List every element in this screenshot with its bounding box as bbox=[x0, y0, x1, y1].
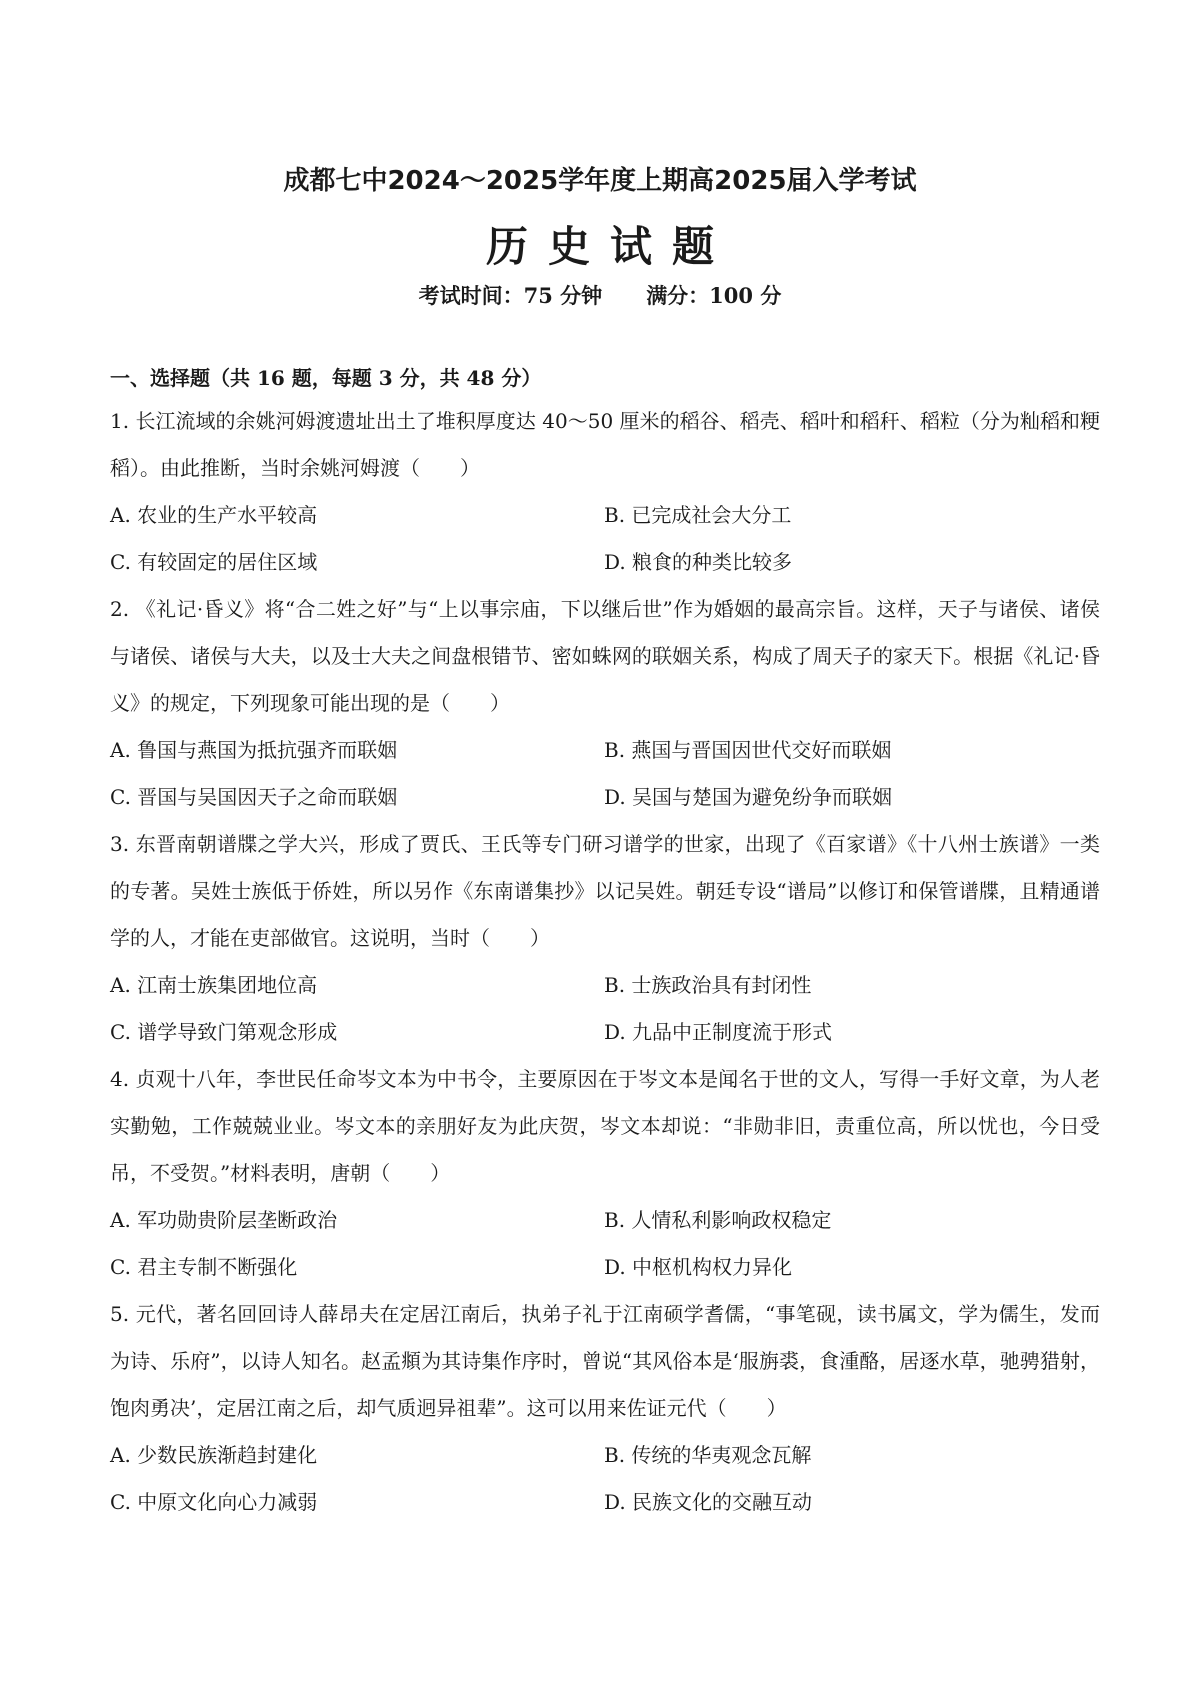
exam-time: 考试时间：75 分钟 bbox=[418, 283, 603, 308]
question-content bbox=[110, 358, 1100, 1526]
option-grid bbox=[110, 962, 1100, 1056]
page-title: 历史试题 bbox=[485, 222, 734, 271]
option-d: D. 九品中正制度流于形式 bbox=[604, 1020, 833, 1044]
option-grid bbox=[110, 1432, 1100, 1526]
question-stem: 4. 贞观十八年，李世民任命岑文本为中书令，主要原因在于岑文本是闻名于世的文人，写得一手好文章，为人老实勤勉，工作兢兢业业。岑文本的亲朋好友为此庆贺，岑文本却说：“非勋非旧，责重位高，所以忧也，今日受吊，不受贺。”材料表明，唐朝（ ） bbox=[110, 1067, 1100, 1185]
question-stem: 3. 东晋南朝谱牒之学大兴，形成了贾氏、王氏等专门研习谱学的世家，出现了《百家谱》《十八州士族谱》一类的专著。吴姓士族低于侨姓，所以另作《东南谱集抄》以记吴姓。朝廷专设“谱局”以修订和保管谱牒，且精通谱学的人，才能在吏部做官。这说明，当时（ ） bbox=[110, 832, 1100, 950]
option-c: C. 谱学导致门第观念形成 bbox=[110, 1020, 338, 1044]
question-3 bbox=[110, 821, 1100, 1056]
option-grid bbox=[110, 492, 1100, 586]
option-a: A. 军功勋贵阶层垄断政治 bbox=[110, 1208, 338, 1232]
option-c: C. 君主专制不断强化 bbox=[110, 1255, 298, 1279]
exam-meta bbox=[0, 280, 1200, 310]
option-a: A. 少数民族渐趋封建化 bbox=[110, 1443, 318, 1467]
option-b: B. 已完成社会大分工 bbox=[604, 503, 792, 527]
section-title: 一、选择题（共 16 题，每题 3 分，共 48 分） bbox=[110, 366, 542, 390]
option-d: D. 粮食的种类比较多 bbox=[604, 550, 793, 574]
option-d: D. 中枢机构权力异化 bbox=[604, 1255, 793, 1279]
option-b: B. 士族政治具有封闭性 bbox=[604, 973, 812, 997]
option-a: A. 江南士族集团地位高 bbox=[110, 973, 318, 997]
option-b: B. 人情私利影响政权稳定 bbox=[604, 1208, 832, 1232]
option-c: C. 中原文化向心力减弱 bbox=[110, 1490, 318, 1514]
option-grid bbox=[110, 727, 1100, 821]
question-stem: 2. 《礼记·昏义》将“合二姓之好”与“上以事宗庙，下以继后世”作为婚姻的最高宗旨。这样，天子与诸侯、诸侯与诸侯、诸侯与大夫，以及士大夫之间盘根错节、密如蛛网的联姻关系，构成了周天子的家天下。根据《礼记·昏义》的规定，下列现象可能出现的是（ ） bbox=[110, 597, 1100, 715]
option-grid bbox=[110, 1197, 1100, 1291]
exam-header-line: 成都七中2024～2025学年度上期高2025届入学考试 bbox=[283, 166, 917, 196]
question-stem: 1. 长江流域的余姚河姆渡遗址出土了堆积厚度达 40～50 厘米的稻谷、稻壳、稻叶和稻秆、稻粒（分为籼稻和粳稻）。由此推断，当时余姚河姆渡（ ） bbox=[110, 409, 1100, 480]
question-5 bbox=[110, 1291, 1100, 1526]
option-d: D. 民族文化的交融互动 bbox=[604, 1490, 813, 1514]
option-c: C. 晋国与吴国因天子之命而联姻 bbox=[110, 785, 398, 809]
question-stem: 5. 元代，著名回回诗人薛昂夫在定居江南后，执弟子礼于江南硕学耆儒，“事笔砚，读书属文，学为儒生，发而为诗、乐府”，以诗人知名。赵孟頫为其诗集作序时，曾说“其风俗本是‘服旃裘，食湩酪，居逐水草，驰骋猎射，饱肉勇决’，定居江南之后，却气质迥异祖辈”。这可以用来佐证元代（ ） bbox=[110, 1302, 1100, 1420]
question-1 bbox=[110, 398, 1100, 586]
question-4 bbox=[110, 1056, 1100, 1291]
question-2 bbox=[110, 586, 1100, 821]
option-a: A. 鲁国与燕国为抵抗强齐而联姻 bbox=[110, 738, 398, 762]
option-b: B. 传统的华夷观念瓦解 bbox=[604, 1443, 812, 1467]
exam-score: 满分：100 分 bbox=[646, 283, 782, 308]
option-b: B. 燕国与晋国因世代交好而联姻 bbox=[604, 738, 892, 762]
option-d: D. 吴国与楚国为避免纷争而联姻 bbox=[604, 785, 893, 809]
option-a: A. 农业的生产水平较高 bbox=[110, 503, 318, 527]
option-c: C. 有较固定的居住区域 bbox=[110, 550, 318, 574]
